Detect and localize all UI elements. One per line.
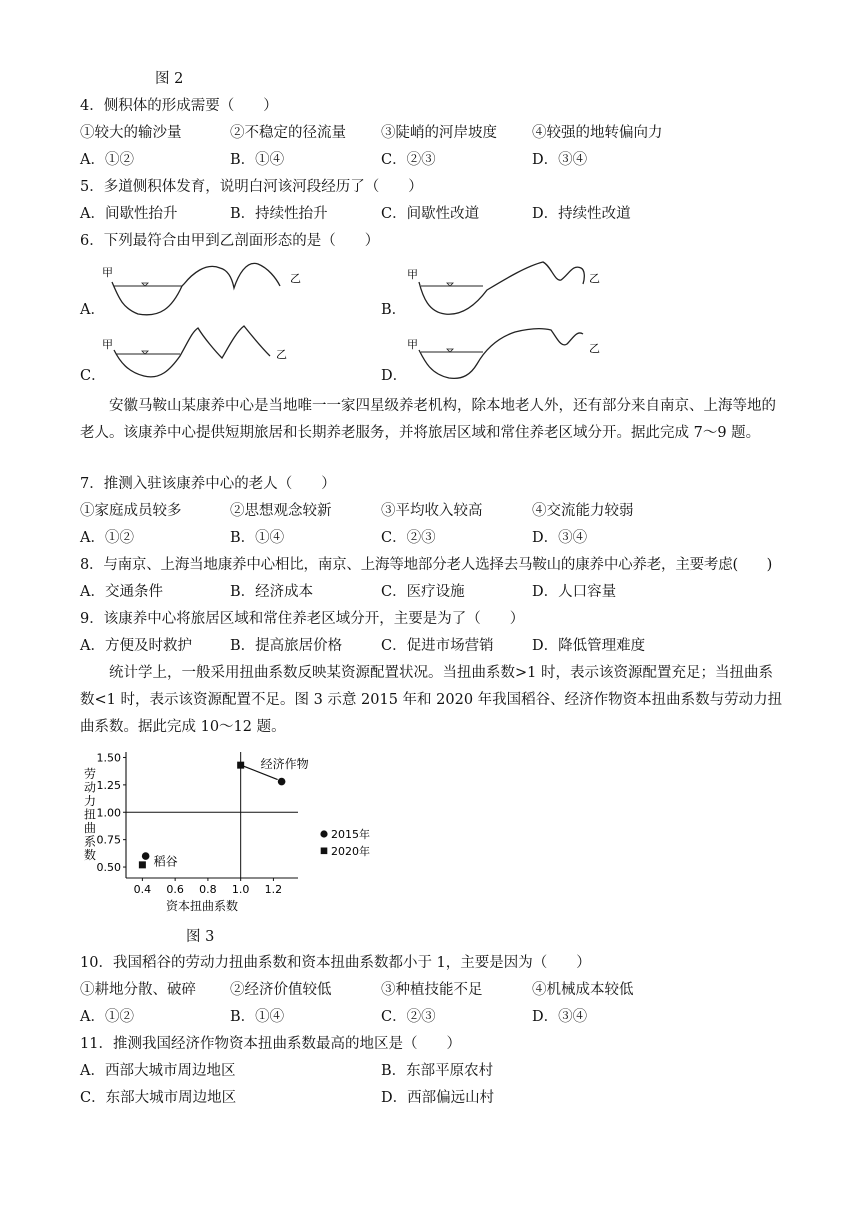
q9-option-b[interactable]: B．提高旅居价格 bbox=[230, 638, 343, 654]
passage-10-12: 统计学上，一般采用扭曲系数反映某资源配置状况。当扭曲系数>1 时，表示该资源配置充足；当扭曲系数<1 时，表示该资源配置不足。图 3 示意 2015 年和 2020 年我国稻谷、经济作物资本扭曲系数与劳动力扭曲系数。据此完成 10～12 题。 bbox=[80, 665, 783, 735]
q10-option-c[interactable]: C．②③ bbox=[381, 1009, 436, 1025]
y-tick-label: 1.50 bbox=[96, 751, 121, 765]
q7-option-b[interactable]: B．①④ bbox=[230, 530, 285, 546]
q5-option-c[interactable]: C．间歇性改道 bbox=[381, 206, 480, 222]
profile-c-start-label: 甲 bbox=[102, 338, 113, 351]
legend-label-2020: 2020年 bbox=[331, 845, 370, 858]
x-tick-label: 0.4 bbox=[133, 883, 152, 896]
q5-option-d[interactable]: D．持续性改道 bbox=[532, 206, 631, 222]
q11-option-d[interactable]: D．西部偏远山村 bbox=[381, 1090, 495, 1106]
y-tick-label: 0.75 bbox=[96, 833, 121, 847]
question-4-stem: 4．侧积体的形成需要（ ） bbox=[80, 98, 278, 114]
figure-3-caption: 图 3 bbox=[186, 929, 215, 945]
q8-option-c[interactable]: C．医疗设施 bbox=[381, 584, 465, 600]
legend-marker-2020 bbox=[321, 848, 328, 855]
profile-a-start-label: 甲 bbox=[102, 266, 113, 279]
q10-item-2: ②经济价值较低 bbox=[230, 982, 332, 998]
q6-option-c[interactable]: C． bbox=[80, 368, 106, 384]
q7-option-d[interactable]: D．③④ bbox=[532, 530, 588, 546]
profile-b-start-label: 甲 bbox=[407, 268, 418, 281]
q6-option-b[interactable]: B． bbox=[381, 302, 407, 318]
profile-c-end-label: 乙 bbox=[276, 348, 287, 361]
q7-item-2: ②思想观念较新 bbox=[230, 503, 332, 519]
q4-item-4: ④较强的地转偏向力 bbox=[532, 125, 663, 141]
q8-option-b[interactable]: B．经济成本 bbox=[230, 584, 314, 600]
y-axis-label: 劳动力扭曲系数 bbox=[83, 767, 97, 862]
point-2015 bbox=[278, 778, 286, 786]
point-2015 bbox=[142, 852, 150, 860]
point-2020 bbox=[237, 762, 244, 769]
q8-option-d[interactable]: D．人口容量 bbox=[532, 584, 617, 600]
q11-option-b[interactable]: B．东部平原农村 bbox=[381, 1063, 494, 1079]
point-2020 bbox=[139, 861, 146, 868]
q10-item-4: ④机械成本较低 bbox=[532, 982, 634, 998]
annotation-economic-crop: 经济作物 bbox=[260, 757, 309, 772]
figure-2-caption: 图 2 bbox=[155, 71, 184, 87]
question-9-stem: 9．该康养中心将旅居区域和常住养老区域分开，主要是为了（ ） bbox=[80, 611, 525, 627]
profile-a-end-label: 乙 bbox=[290, 272, 301, 285]
q11-option-a[interactable]: A．西部大城市周边地区 bbox=[80, 1063, 236, 1079]
y-tick-label: 1.25 bbox=[96, 778, 121, 792]
q4-option-c[interactable]: C．②③ bbox=[381, 152, 436, 168]
q6-profile-d bbox=[405, 322, 615, 392]
q11-option-c[interactable]: C．东部大城市周边地区 bbox=[80, 1090, 237, 1106]
q5-option-a[interactable]: A．间歇性抬升 bbox=[80, 206, 178, 222]
q4-option-b[interactable]: B．①④ bbox=[230, 152, 285, 168]
q9-option-a[interactable]: A．方便及时救护 bbox=[80, 638, 192, 654]
question-11-stem: 11．推测我国经济作物资本扭曲系数最高的地区是（ ） bbox=[80, 1036, 461, 1052]
x-axis-label: 资本扭曲系数 bbox=[165, 899, 239, 913]
q9-option-d[interactable]: D．降低管理难度 bbox=[532, 638, 646, 654]
q10-item-1: ①耕地分散、破碎 bbox=[80, 982, 196, 998]
q7-item-3: ③平均收入较高 bbox=[381, 503, 483, 519]
profile-d-end-label: 乙 bbox=[589, 342, 600, 355]
q7-item-4: ④交流能力较弱 bbox=[532, 503, 634, 519]
question-6-stem: 6．下列最符合由甲到乙剖面形态的是（ ） bbox=[80, 233, 380, 249]
x-tick-label: 0.8 bbox=[199, 883, 217, 896]
q10-option-a[interactable]: A．①② bbox=[80, 1009, 134, 1025]
passage-7-9: 安徽马鞍山某康养中心是当地唯一一家四星级养老机构，除本地老人外，还有部分来自南京、上海等地的老人。该康养中心提供短期旅居和长期养老服务，并将旅居区域和常住养老区域分开。据此完成 7～9 题。 bbox=[80, 398, 776, 441]
q4-item-3: ③陡峭的河岸坡度 bbox=[381, 125, 497, 141]
q4-item-2: ②不稳定的径流量 bbox=[230, 125, 346, 141]
q4-item-1: ①较大的输沙量 bbox=[80, 125, 182, 141]
legend-marker-2015 bbox=[320, 830, 327, 837]
q6-profile-b bbox=[405, 256, 615, 326]
q6-profile-c bbox=[100, 322, 310, 392]
q7-option-c[interactable]: C．②③ bbox=[381, 530, 436, 546]
question-7-stem: 7．推测入驻该康养中心的老人（ ） bbox=[80, 476, 336, 492]
q10-option-d[interactable]: D．③④ bbox=[532, 1009, 588, 1025]
question-8-stem: 8．与南京、上海当地康养中心相比，南京、上海等地部分老人选择去马鞍山的康养中心养老，主要考虑( ) bbox=[80, 557, 773, 573]
q6-option-d[interactable]: D． bbox=[381, 368, 408, 384]
question-10-stem: 10．我国稻谷的劳动力扭曲系数和资本扭曲系数都小于 1，主要是因为（ ） bbox=[80, 955, 591, 971]
q7-option-a[interactable]: A．①② bbox=[80, 530, 134, 546]
q5-option-b[interactable]: B．持续性抬升 bbox=[230, 206, 328, 222]
x-tick-label: 1.0 bbox=[231, 883, 250, 896]
annotation-rice: 稻谷 bbox=[153, 854, 178, 869]
q9-option-c[interactable]: C．促进市场营销 bbox=[381, 638, 494, 654]
x-tick-label: 1.2 bbox=[264, 883, 283, 896]
q8-option-a[interactable]: A．交通条件 bbox=[80, 584, 163, 600]
legend-label-2015: 2015年 bbox=[331, 828, 370, 841]
profile-b-end-label: 乙 bbox=[589, 272, 600, 285]
question-5-stem: 5．多道侧积体发育，说明白河该河段经历了（ ） bbox=[80, 179, 423, 195]
x-tick-label: 0.6 bbox=[166, 883, 184, 896]
profile-d-start-label: 甲 bbox=[407, 338, 418, 351]
q6-option-a[interactable]: A． bbox=[80, 302, 105, 318]
y-tick-label: 0.50 bbox=[96, 861, 121, 875]
y-tick-label: 1.00 bbox=[96, 806, 121, 820]
q6-profile-a bbox=[100, 256, 310, 326]
q4-option-d[interactable]: D．③④ bbox=[532, 152, 588, 168]
q10-option-b[interactable]: B．①④ bbox=[230, 1009, 285, 1025]
q4-option-a[interactable]: A．①② bbox=[80, 152, 134, 168]
q7-item-1: ①家庭成员较多 bbox=[80, 503, 182, 519]
q10-item-3: ③种植技能不足 bbox=[381, 982, 483, 998]
figure-3-chart bbox=[76, 742, 406, 922]
